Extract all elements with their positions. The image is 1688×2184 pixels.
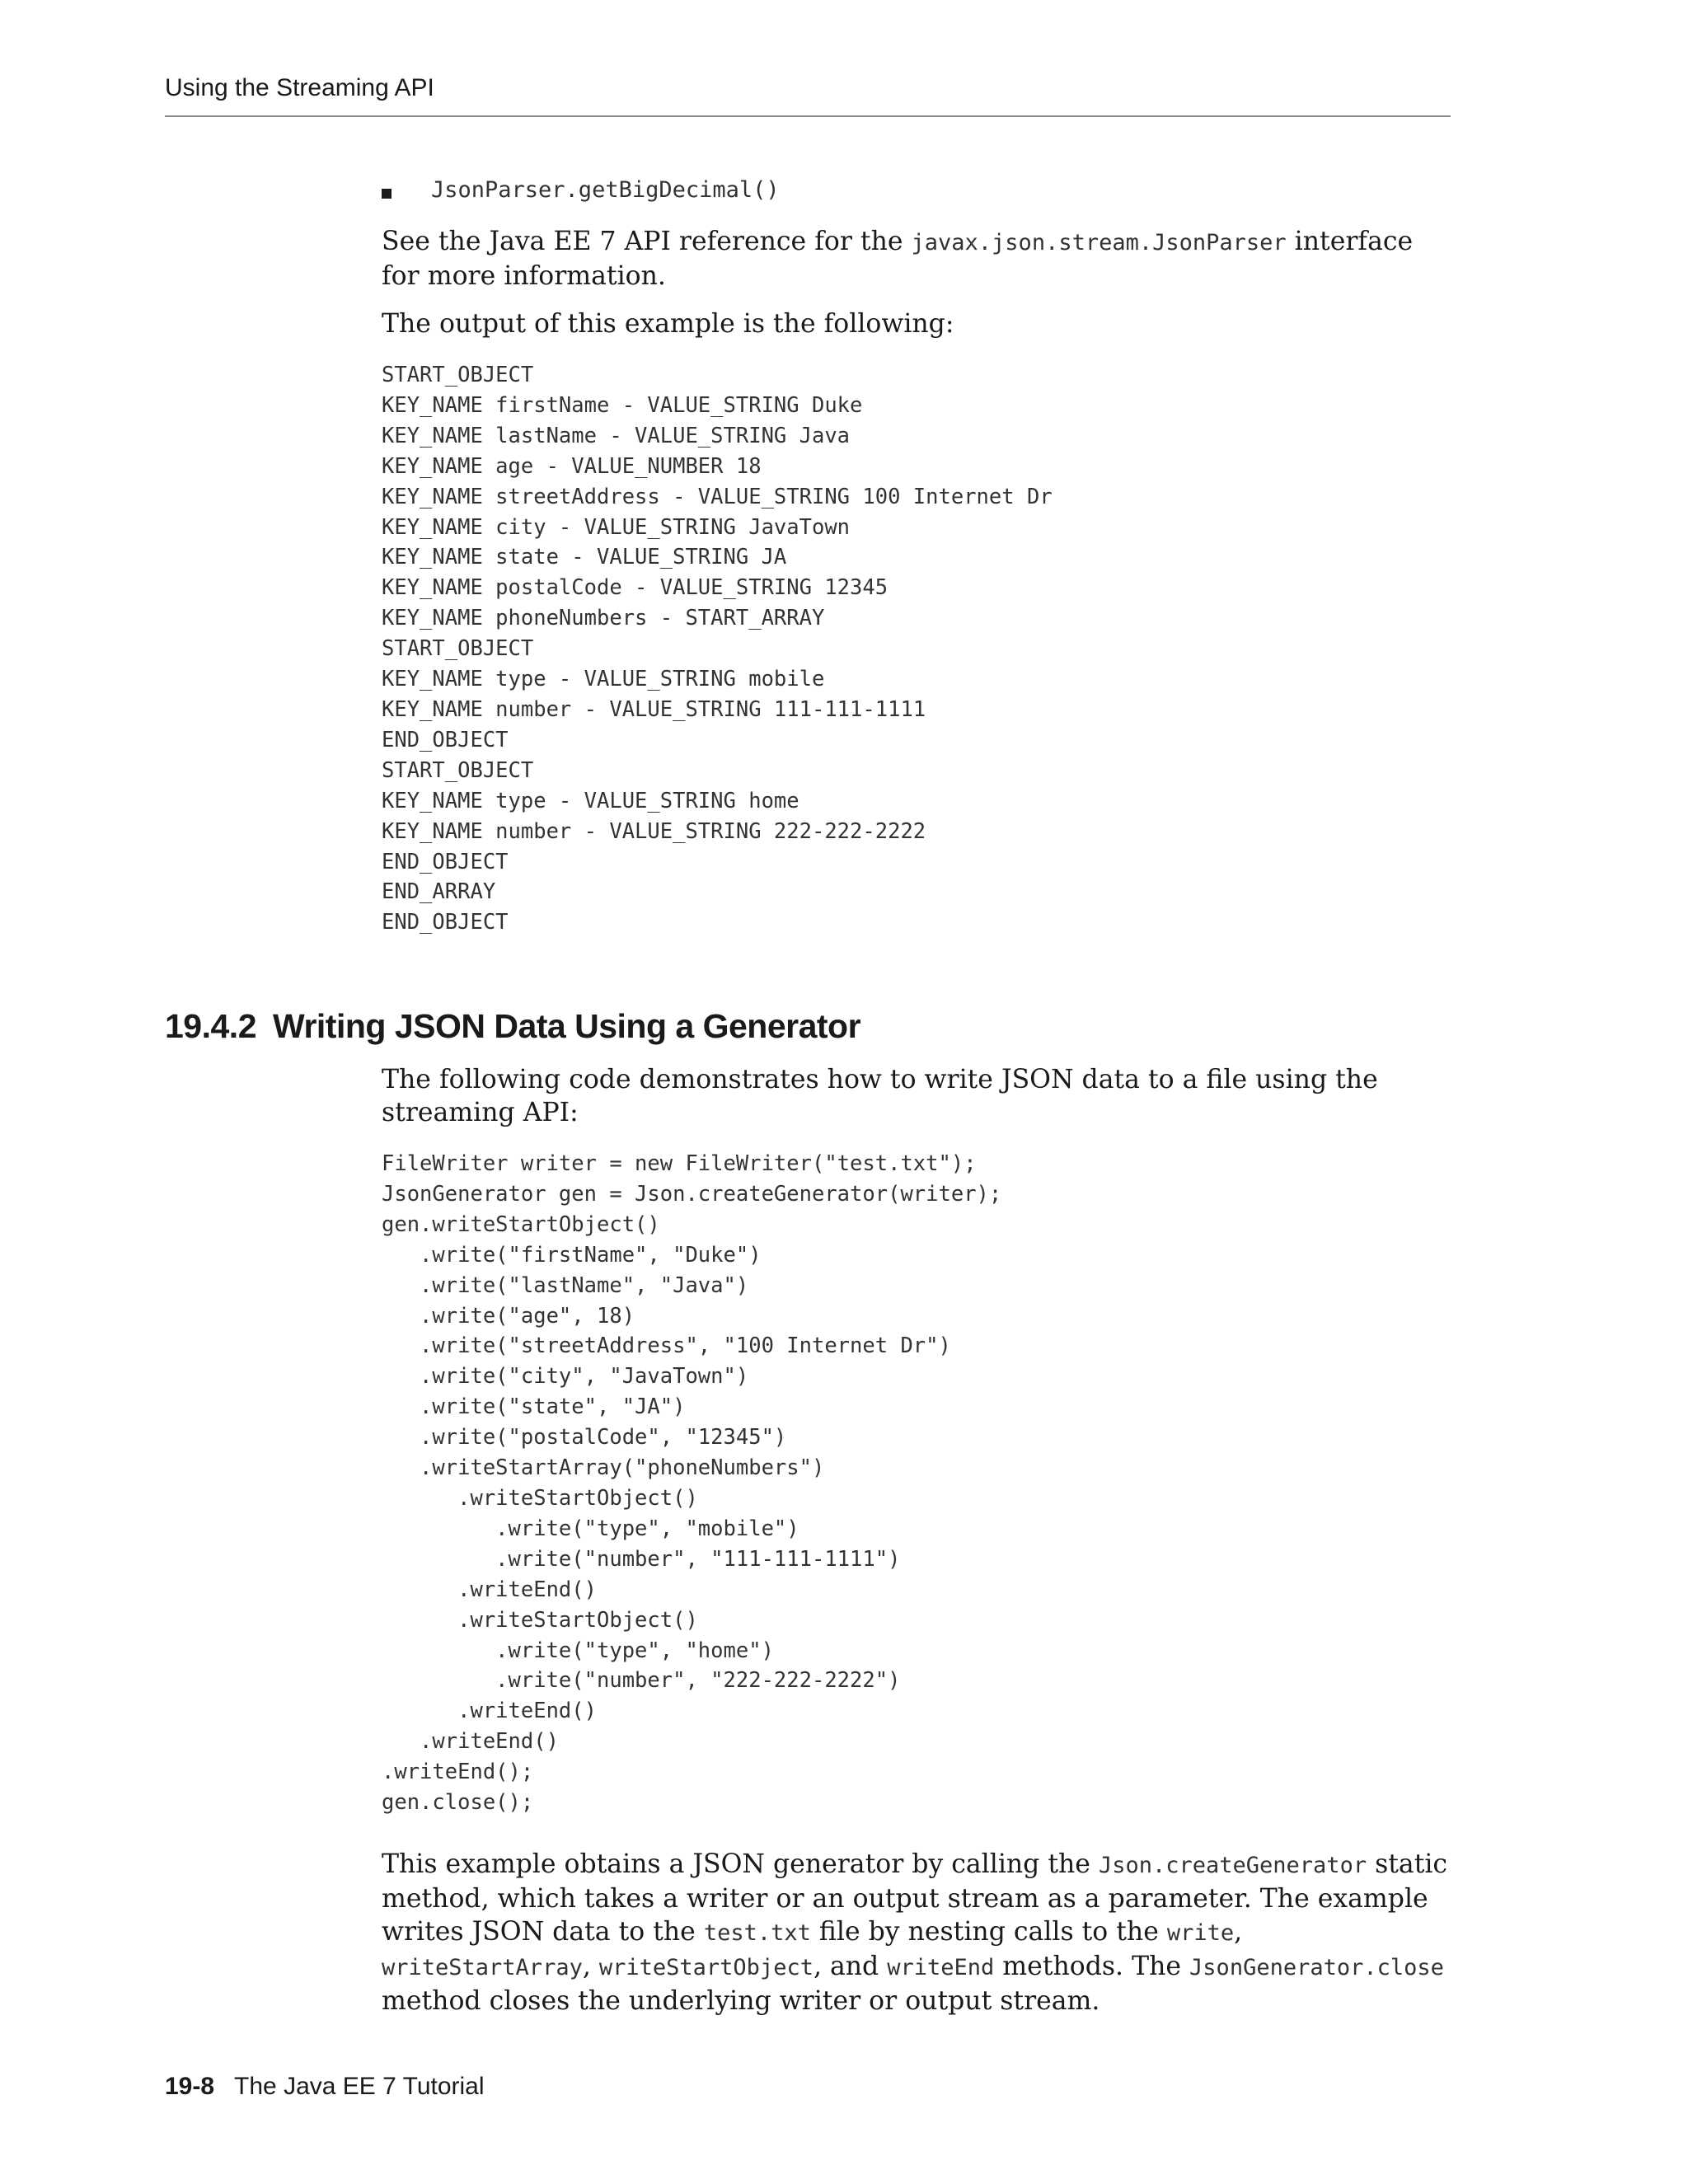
footer-page-number: 19-8: [165, 2073, 215, 2100]
para1-code-1: javax.json.stream.JsonParser: [911, 230, 1287, 255]
bullet-text: JsonParser.getBigDecimal(): [431, 177, 780, 203]
paragraph-api-reference: [382, 225, 1451, 293]
para4-text-1: This example obtains a JSON generator by calling the: [382, 1849, 1099, 1879]
header-rule: [165, 115, 1451, 117]
para4-code-6: writeEnd: [887, 1955, 995, 1980]
para4-text-7: methods. The: [994, 1952, 1190, 1981]
para4-text-3: file by nesting calls to the: [810, 1917, 1167, 1947]
para4-code-5: writeStartObject: [598, 1955, 814, 1980]
section-heading: [165, 1007, 860, 1046]
para4-code-3: write: [1166, 1920, 1235, 1946]
para4-text-2: static method, which takes a writer or an output stream as a parameter. The example writes JSON data to the: [382, 1849, 1448, 1947]
paragraph-generator-intro: The following code demonstrates how to write JSON data to a file using the streaming API:: [382, 1065, 1378, 1127]
para4-text-8: method closes the underlying writer or output stream.: [382, 1986, 1100, 2016]
para1-text-2: interface for more information.: [382, 227, 1414, 291]
para4-text-6: , and: [813, 1952, 888, 1981]
footer-book-title: The Java EE 7 Tutorial: [234, 2073, 485, 2100]
paragraph-output-intro: The output of this example is the following:: [382, 309, 954, 339]
section-title: Writing JSON Data Using a Generator: [273, 1007, 861, 1045]
paragraph-generator-explanation: [382, 1848, 1451, 2018]
para4-code-2: test.txt: [703, 1920, 811, 1946]
bullet-square-icon: [382, 189, 392, 199]
page-footer: [165, 2073, 485, 2101]
para4-code-4: writeStartArray: [382, 1955, 583, 1980]
para4-text-5: ,: [582, 1952, 599, 1981]
para1-text-1: See the Java EE 7 API reference for the: [382, 227, 912, 256]
parser-output-code-block: START_OBJECT KEY_NAME firstName - VALUE_STRING Duke KEY_NAME lastName - VALUE_STRING Java KEY_NAME age - VALUE_NUMBER 18 KEY_NAME streetAddress - VALUE_STRING 100 Internet Dr KEY_NAME city - VALUE_STRING JavaTown KEY_NAME state - VALUE_STRING JA KEY_NAME postalCode - VALUE_STRING 12345 KEY_NAME phoneNumbers - START_ARRAY START_OBJECT KEY_NAME type - VALUE_STRING mobile KEY_NAME number - VALUE_STRING 111-111-1111 END_OBJECT START_OBJECT KEY_NAME type - VALUE_STRING home KEY_NAME number - VALUE_STRING 222-222-2222 END_OBJECT END_ARRAY END_OBJECT: [382, 363, 1053, 935]
generator-code-block: FileWriter writer = new FileWriter("test.txt"); JsonGenerator gen = Json.createGenerator(writer); gen.writeStartObject() .write("firstName", "Duke") .write("lastName", "Java") .write("age", 18) .write("streetAddress", "100 Internet Dr") .write("city", "JavaTown") .write("state", "JA") .write("postalCode", "12345") .writeStartArray("phoneNumbers") .writeStartObject() .write("type", "mobile") .write("number", "111-111-1111") .writeEnd() .writeStartObject() .write("type", "home") .write("number", "222-222-2222") .writeEnd() .writeEnd() .writeEnd(); gen.close();: [382, 1151, 1002, 1816]
para4-text-4: ,: [1234, 1917, 1243, 1947]
running-header: Using the Streaming API: [165, 74, 434, 101]
section-number: 19.4.2: [165, 1007, 256, 1045]
para4-code-1: Json.createGenerator: [1098, 1853, 1367, 1878]
para4-code-7: JsonGenerator.close: [1189, 1955, 1444, 1980]
bullet-item: [382, 177, 1451, 210]
